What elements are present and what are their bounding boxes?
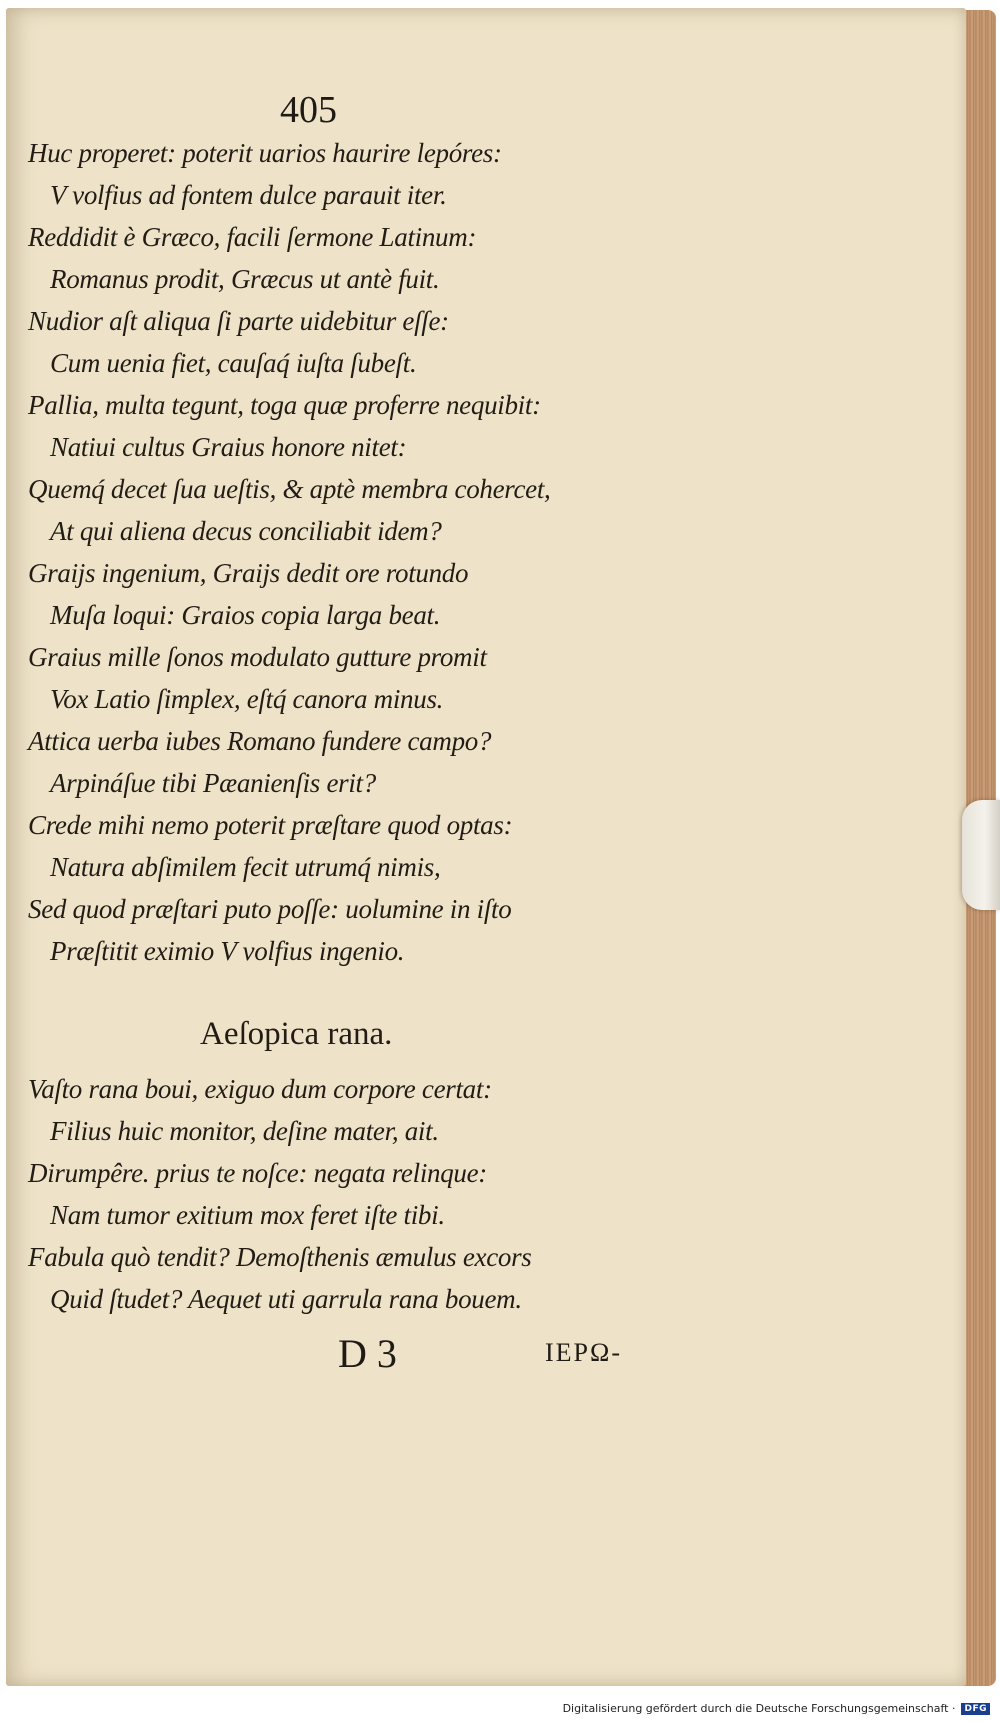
verse-line: Graijs ingenium, Graijs dedit ore rotundo (28, 558, 469, 588)
verse-line: Nudior aſt aliqua ſi parte uidebitur eſſe: (28, 306, 449, 336)
verse-line: Natura abſimilem fecit utrumq́ nimis, (50, 852, 441, 882)
verse-line: At qui aliena decus conciliabit idem? (50, 516, 442, 546)
verse-line: V volfius ad fontem dulce parauit iter. (50, 180, 447, 210)
signature-mark: D 3 (338, 1331, 397, 1376)
verse-line: Quemq́ decet ſua ueſtis, & aptè membra cohercet, (28, 474, 551, 504)
verse-line: Huc properet: poterit uarios haurire lepóres: (28, 138, 502, 168)
verse-line: Attica uerba iubes Romano fundere campo? (28, 726, 492, 756)
verse-line: Natiui cultus Graius honore nitet: (50, 432, 407, 462)
verse-line: Arpináſue tibi Pæanienſis erit? (50, 768, 376, 798)
verse-line: Graius mille ſonos modulato gutture promit (28, 642, 487, 672)
verse-line: Cum uenia fiet, cauſaq́ iuſta ſubeſt. (50, 348, 417, 378)
poem-verse-line: Quid ſtudet? Aequet uti garrula rana bouem. (50, 1284, 522, 1314)
verse-line: Romanus prodit, Græcus ut antè fuit. (50, 264, 440, 294)
verse-line: Sed quod præſtari puto poſſe: uolumine in iſto (28, 894, 512, 924)
dfg-logo: DFG (961, 1703, 990, 1715)
poem-verse-line: Fabula quò tendit? Demoſthenis æmulus excors (28, 1242, 532, 1272)
verse-line: Præſtitit eximio V volfius ingenio. (50, 936, 405, 966)
poem-verse-line: Filius huic monitor, deſine mater, ait. (50, 1116, 439, 1146)
poem-verse-line: Vaſto rana boui, exiguo dum corpore certat: (28, 1074, 492, 1104)
verse-line: Vox Latio ſimplex, eſtq́ canora minus. (50, 684, 444, 714)
footer-credit: Digitalisierung gefördert durch die Deutsche Forschungsgemeinschaft · (562, 1702, 956, 1715)
page-number: 405 (280, 89, 337, 131)
verse-line: Muſa loqui: Graios copia larga beat. (50, 600, 441, 630)
poem-verse-line: Nam tumor exitium mox feret iſte tibi. (50, 1200, 445, 1230)
verse-line: Pallia, multa tegunt, toga quæ proferre nequibit: (28, 390, 541, 420)
digitization-footer (0, 1695, 1000, 1722)
poem-verse-line: Dirumpêre. prius te noſce: negata relinque: (28, 1158, 487, 1188)
book-clasp (962, 800, 1000, 910)
verse-line: Crede mihi nemo poterit præſtare quod optas: (28, 810, 513, 840)
poem-title: Aeſopica rana. (200, 1016, 393, 1052)
book-page (6, 8, 966, 1686)
verse-line: Reddidit è Græco, facili ſermone Latinum: (28, 222, 477, 252)
catchword: IEPΩ- (545, 1338, 622, 1367)
